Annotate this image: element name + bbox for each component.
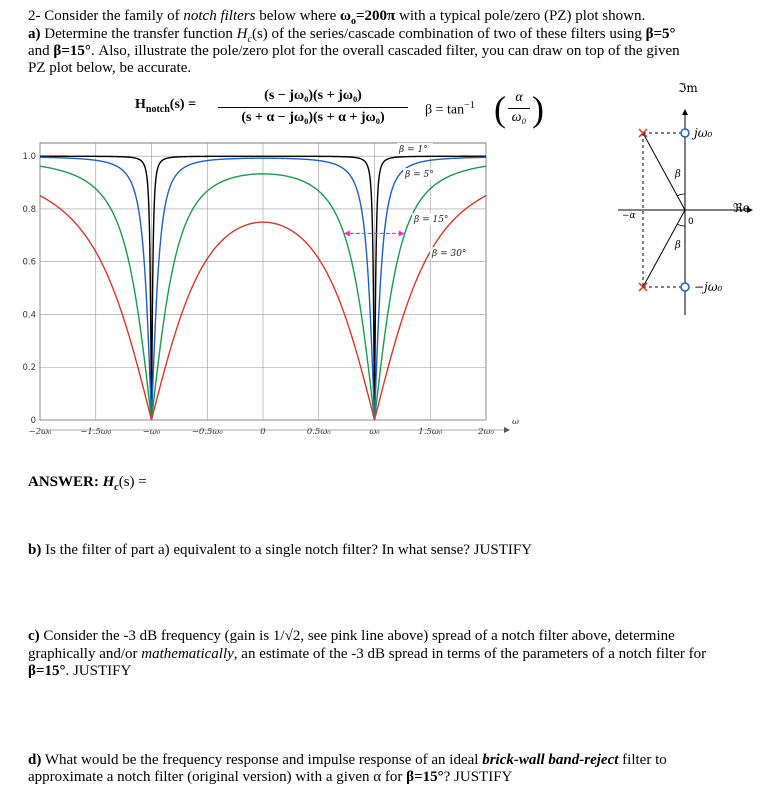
part-c-beta: β=15° — [28, 663, 66, 679]
answer-hsub: c — [114, 482, 119, 493]
h-arg: (s) = — [169, 97, 197, 112]
paren-left: ( — [494, 89, 506, 129]
formula-denominator: (s + α − jω₀)(s + α + jω₀) — [241, 110, 385, 125]
part-c-line3 — [28, 663, 131, 680]
pz-zero-bottom-label: −jω₀ — [694, 280, 723, 294]
paren-right: ) — [532, 89, 544, 129]
part-c-line2-a: graphically and/or — [28, 646, 142, 662]
beta-lhs: β = tan — [425, 102, 465, 118]
zero-top — [681, 129, 689, 137]
answer-line — [28, 474, 147, 496]
pz-im-label: ℑm — [678, 81, 698, 95]
part-a-line2-a: and — [28, 43, 54, 59]
pz-origin-label: 0 — [688, 217, 694, 227]
y-tick-label-0: 0 — [30, 416, 36, 426]
pz-minus-alpha: −α — [622, 211, 636, 221]
part-a-beta2: β=15° — [53, 43, 91, 59]
part-d-line1-a: What would be the frequency response and impulse response of an ideal — [41, 752, 483, 768]
pz-beta-top: β — [675, 169, 681, 180]
x-tick-label-4: 0 — [260, 427, 266, 437]
intro-text: 2- Consider the family of — [28, 8, 184, 24]
x-tick-label-6: ω₀ — [369, 427, 380, 437]
x-axis-label: ω — [512, 417, 519, 427]
part-a-text1: Determine the transfer function — [40, 26, 237, 42]
x-tick-label-8: 2ω₀ — [478, 427, 494, 437]
part-d-line2 — [28, 769, 512, 786]
x-tick-label-3: −0.5ω₀ — [191, 427, 223, 437]
pz-beta-bottom: β — [675, 240, 681, 251]
beta-arc-bottom — [677, 224, 685, 226]
beta-arc-top — [677, 194, 685, 196]
part-d-line2-text: approximate a notch filter (original version) with a given α for — [28, 769, 407, 785]
series-label-1: β = 1° — [399, 145, 428, 155]
part-c-justify: . JUSTIFY — [65, 663, 132, 679]
part-a-h: H — [236, 26, 248, 42]
y-tick-label-1: 0.2 — [22, 363, 36, 374]
part-d-beta: β=15° — [406, 769, 444, 785]
part-d-line1-b: filter to — [618, 752, 667, 768]
x-tick-label-0: −2ω₀ — [28, 427, 52, 437]
y-tick-label-2: 0.4 — [22, 310, 36, 321]
y-tick-label-3: 0.6 — [22, 257, 36, 268]
omega-sub: o — [351, 16, 356, 27]
intro-italic: notch filters — [183, 8, 256, 24]
part-c-line1-text: Consider the -3 dB frequency (gain is 1/√2, see pink line above) spread of a notch filter above, determine — [39, 628, 675, 644]
part-c-label: c) — [28, 628, 40, 644]
pz-re-label: ℜe — [733, 201, 750, 215]
x-tick-label-2: −ω₀ — [142, 427, 161, 437]
part-c-line2 — [28, 646, 706, 663]
part-d-justify: ? JUSTIFY — [443, 769, 513, 785]
answer-h: H — [102, 474, 115, 490]
series-label-15: β = 15° — [414, 215, 449, 225]
answer-label: ANSWER: — [28, 474, 103, 490]
part-a-hsub: c — [247, 34, 252, 45]
beta-numerator: α — [515, 90, 523, 105]
part-c-line2-b: , an estimate of the -3 dB spread in terms of the parameters of a notch filter for — [233, 646, 707, 662]
intro-text-3: with a typical pole/zero (PZ) plot shown. — [395, 8, 646, 24]
x-tick-label-5: 0.5ω₀ — [306, 427, 331, 437]
x-tick-label-1: −1.5ω₀ — [80, 427, 112, 437]
part-a-text2: (s) of the series/cascade combination of two of these filters using — [251, 26, 646, 42]
series-label-5: β = 5° — [405, 170, 434, 180]
formula-numerator: (s − jω₀)(s + jω₀) — [264, 88, 362, 103]
h-symbol: H — [135, 97, 146, 112]
pz-zero-top-label: jω₀ — [694, 126, 713, 140]
part-a-label: a) — [28, 26, 41, 42]
h-sub: notch — [145, 103, 170, 115]
intro-text-2: below where — [255, 8, 341, 24]
part-a-line2-b: . Also, illustrate the pole/zero plot for the overall cascaded filter, you can draw on top of the given — [90, 43, 680, 59]
omega-value: =200π — [356, 8, 396, 24]
zero-bottom — [681, 283, 689, 291]
series-label-30: β = 30° — [432, 249, 467, 259]
part-b — [28, 542, 532, 559]
part-b-label: b) — [28, 542, 42, 558]
x-tick-label-7: 1.5ω₀ — [418, 427, 443, 437]
part-b-text: Is the filter of part a) equivalent to a single notch filter? In what sense? JUSTIFY — [41, 542, 533, 558]
part-c-line2-i: mathematically — [141, 646, 234, 662]
beta-exp: −1 — [464, 100, 475, 111]
part-d-brickwall: brick-wall band-reject — [482, 752, 619, 768]
answer-rest: (s) = — [118, 474, 147, 490]
beta-denominator: ω₀ — [511, 110, 527, 125]
part-a-line3-text: PZ plot below, be accurate. — [28, 60, 192, 76]
part-c-line1 — [28, 628, 675, 645]
part-d-line1 — [28, 752, 667, 769]
y-tick-label-5: 1.0 — [22, 152, 36, 163]
part-a-beta1: β=5° — [645, 26, 676, 42]
omega-char: ω — [340, 8, 351, 24]
part-d-label: d) — [28, 752, 42, 768]
y-tick-label-4: 0.8 — [22, 204, 36, 215]
